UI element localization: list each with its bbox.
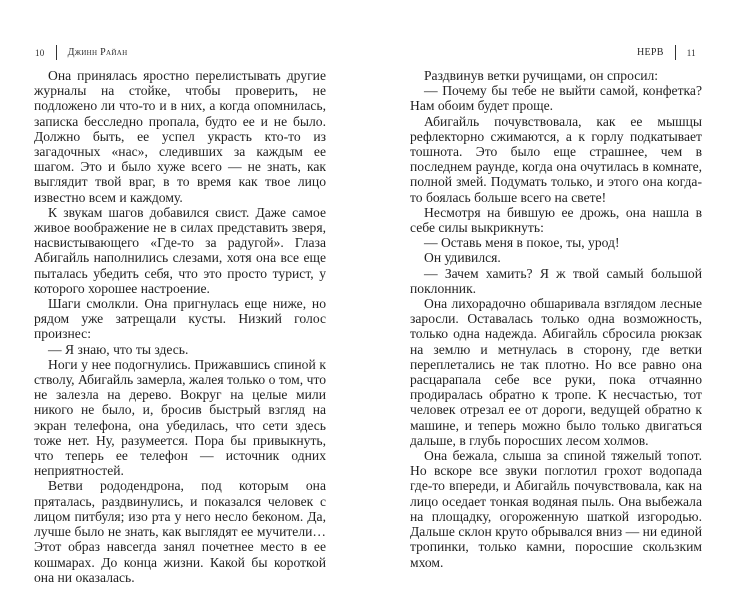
right-running-head (637, 45, 696, 60)
paragraph: Несмотря на бившую ее дрожь, она нашла в себе силы выкрикнуть: (410, 204, 702, 236)
right-page-text (410, 68, 702, 570)
paragraph: Он удивился. (424, 250, 501, 266)
paragraph: — Я знаю, что ты здесь. (48, 341, 189, 357)
left-page-text (34, 68, 326, 585)
header-divider (675, 45, 676, 60)
author-name: Джинн Райан (67, 47, 128, 58)
paragraph: Ветви рододендрона, под которым она пряталась, раздвинулись, и показался человек с лицом питбуля; изо рта у него несло беконом. Да, лучше было не знать, как выглядят ее мучители… Этот образ навсегда занял почетнее место в ее кошмарах. До конца жизни. Какой бы короткой она ни оказалась. (34, 478, 326, 585)
paragraph: Шаги смолкли. Она пригнулась еще ниже, но рядом уже затрещали кусты. Низкий голос произнес: (34, 296, 326, 342)
paragraph: Ноги у нее подогнулись. Прижавшись спиной к стволу, Абигайль замерла, жалея только о том, что не залезла на дерево. Вокруг на целые мили никого не было, и, бросив быстрый взгляд на экран телефона, она убедилась, что сети здесь тоже нет. Ну, разумеется. Пора бы привыкнуть, что теперь ее телефон — источник одних неприятностей. (34, 356, 326, 479)
paragraph: Абигайль почувствовала, как ее мышцы рефлекторно сжимаются, а к горлу подкатывает тошнота. Это было еще страшнее, чем в последнем раунде, когда она очутилась в комнате, полной змей. Подумать только, и этого она когда-то боялась больше всего на свете! (410, 113, 702, 205)
paragraph: — Зачем хамить? Я ж твой самый большой поклонник. (410, 265, 702, 296)
paragraph: Раздвинув ветки ручищами, он спросил: (424, 68, 659, 83)
page-number: 11 (686, 47, 696, 58)
page-number: 10 (35, 47, 45, 58)
header-divider (56, 45, 57, 60)
paragraph: Она бежала, слыша за спиной тяжелый топот. Но вскоре все звуки поглотил грохот водопада где-то впереди, и Абигайль почувствовала, как на лицо оседает тонкая водяная пыль. Она выбежала на площадку, огороженную шаткой изгородью. Дальше склон круто обрывался вниз — ни единой тропинки, только камни, поросшие скользким мхом. (410, 448, 702, 570)
left-running-head (35, 45, 127, 60)
paragraph: К звукам шагов добавился свист. Даже самое живое воображение не в силах представить зверя, насвистывающего «Где-то за радугой». Глаза Абигайль наполнились слезами, хотя она все еще пыталась убедить себя, что это просто турист, у которого хорошее настроение. (34, 204, 326, 296)
paragraph: Она принялась яростно перелистывать другие журналы на стойке, чтобы проверить, не подложено ли что-то и в них, а когда опомнилась, записка бесследно пропала, будто ее и не было. Должно быть, ее успел украсть кто-то из загадочных «нас», следивших за каждым ее шагом. Это и было хуже всего — не знать, как выглядит твой враг, в то время как твое лицо известно всем и каждому. (34, 68, 326, 205)
paragraph: — Почему бы тебе не выйти самой, конфетка? Нам обоим будет проще. (410, 83, 702, 114)
book-title: НЕРВ (636, 47, 664, 58)
right-page (368, 0, 736, 591)
paragraph: — Оставь меня в покое, ты, урод! (424, 235, 620, 251)
paragraph: Она лихорадочно обшаривала взглядом лесные заросли. Оставалась только одна возможность, только одна надежда. Абигайль сбросила рюкзак на землю и метнулась в сторону, где ветки переплетались не так плотно. Но все равно она расцарапала себе все руки, пока отчаянно продиралась обратно к тропе. К несчастью, тот человек отрезал ее от дороги, ведущей обратно к машине, и теперь можно было только двигаться дальше, в глубь поросших лесом холмов. (410, 296, 702, 448)
